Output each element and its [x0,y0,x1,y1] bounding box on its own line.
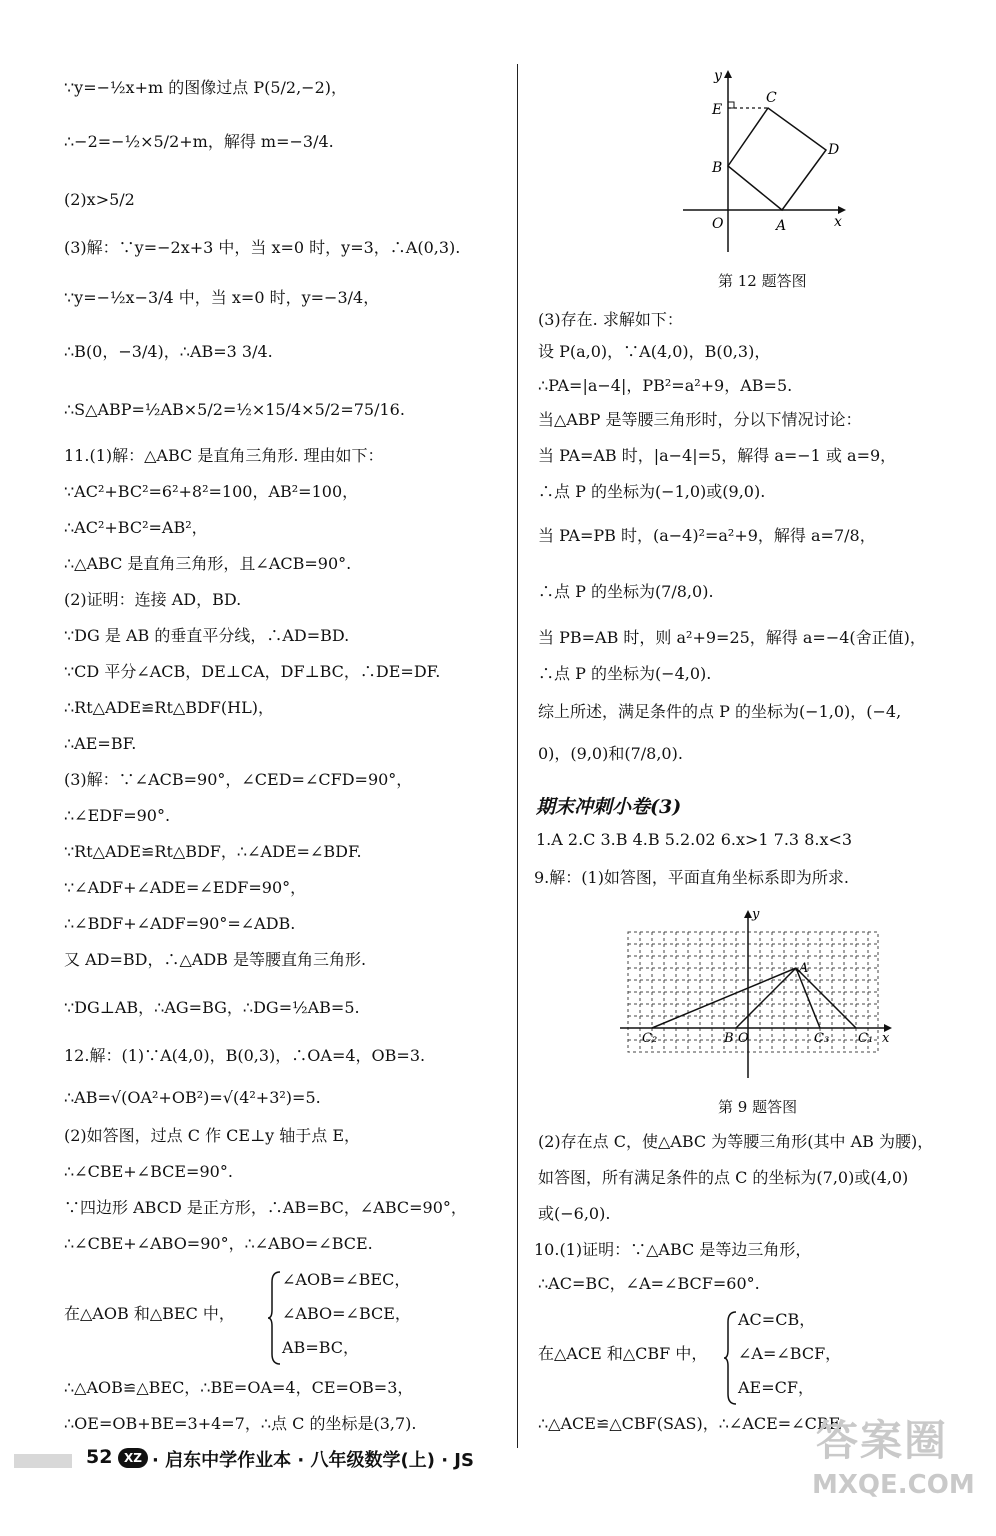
column-divider [517,64,518,1448]
right-line: ∴AC=BC，∠A=∠BCF=60°. [538,1274,760,1293]
left-line: ∵CD 平分∠ACB，DE⊥CA，DF⊥BC，∴DE=DF. [64,662,441,681]
left-line: ∴AE=BF. [64,734,137,753]
left-line: ∴OE=OB+BE=3+4=7，∴点 C 的坐标是(3,7). [64,1414,417,1433]
brace-line: ∠AOB=∠BEC， [282,1270,411,1289]
left-line: (3)解：∵∠ACB=90°，∠CED=∠CFD=90°， [64,770,413,789]
right-line: (3)存在. 求解如下： [538,310,683,329]
fig12-label-d: D [828,142,840,158]
left-line: 又 AD=BD，∴△ADB 是等腰直角三角形. [64,950,367,969]
brace-line: AC=CB， [738,1310,816,1329]
left-line: ∵四边形 ABCD 是正方形，∴AB=BC，∠ABC=90°， [64,1198,467,1217]
left-line: ∴∠CBE+∠ABO=90°，∴∠ABO=∠BCE. [64,1234,373,1253]
right-brace [724,1310,738,1406]
fig12-label-b: B [712,160,723,176]
left-brace [268,1270,282,1366]
brace-line: AE=CF， [738,1378,814,1397]
left-line: ∴−2=−½×5/2+m，解得 m=−3/4. [64,132,334,151]
right-line: ∴点 P 的坐标为(−1,0)或(9,0). [538,482,766,501]
right-line: 或(−6,0). [538,1204,611,1223]
fig9-label-c2: C₂ [642,1031,658,1046]
left-line: ∴AB=√(OA²+OB²)=√(4²+3²)=5. [64,1088,321,1107]
watermark [808,1408,976,1518]
fig9-label-y: y [752,907,760,922]
brace-line: AB=BC， [282,1338,360,1357]
fig9-label-o: O [738,1031,749,1046]
right-line: 当 PA=PB 时，(a−4)²=a²+9，解得 a=7/8， [538,526,876,545]
right-line: ∴△ACE≌△CBF(SAS)，∴∠ACE=∠CBF. [538,1414,843,1433]
left-line: ∵AC²+BC²=6²+8²=100，AB²=100， [64,482,359,501]
left-line: (3)解：∵y=−2x+3 中，当 x=0 时，y=3，∴A(0,3). [64,238,461,257]
fig12-label-c: C [766,90,777,106]
left-line: ∴∠CBE+∠BCE=90°. [64,1162,233,1181]
watermark-url: MXQE.COM [812,1470,975,1500]
right-line: (2)存在点 C，使△ABC 为等腰三角形(其中 AB 为腰)， [538,1132,934,1151]
square-abcd [728,108,826,210]
left-line: 11.(1)解：△ABC 是直角三角形. 理由如下： [64,446,384,465]
left-line: 12.解：(1)∵A(4,0)，B(0,3)，∴OA=4，OB=3. [64,1046,426,1065]
fig12-label-y: y [714,68,722,84]
right-line: 0)，(9,0)和(7/8,0). [538,744,683,763]
left-line: ∵Rt△ADE≌Rt△BDF，∴∠ADE=∠BDF. [64,842,362,861]
left-line: (2)证明：连接 AD，BD. [64,590,242,609]
right-line: 当 PA=AB 时，|a−4|=5，解得 a=−1 或 a=9， [538,446,897,465]
right-line: 综上所述，满足条件的点 P 的坐标为(−1,0)，(−4, [538,702,902,721]
book-title: · 启东中学作业本 · 八年级数学(上) · JS [152,1450,474,1471]
right-line: ∴点 P 的坐标为(−4,0). [538,664,712,683]
fig9-label-c1: C₁ [858,1031,874,1046]
left-line: ∴∠EDF=90°. [64,806,171,825]
left-line: ∴∠BDF+∠ADF=90°=∠ADB. [64,914,296,933]
fig9-label-b: B [724,1031,734,1046]
left-line: ∴Rt△ADE≌Rt△BDF(HL)， [64,698,274,717]
brace-line: ∠A=∠BCF， [738,1344,842,1363]
left-line: (2)如答图，过点 C 作 CE⊥y 轴于点 E， [64,1126,361,1145]
left-line: ∵y=−½x−3/4 中，当 x=0 时，y=−3/4， [64,288,380,307]
footer-bar [14,1454,72,1468]
watermark-text: 答案圈 [816,1416,949,1465]
fig9-label-x: x [882,1031,890,1046]
left-line: ∵y=−½x+m 的图像过点 P(5/2,−2)， [64,78,347,97]
fig9-label-c3: C₃ [814,1031,830,1046]
right-line: 在△ACE 和△CBF 中， [538,1344,708,1363]
left-line: (2)x>5/2 [64,190,135,209]
right-line: 当△ABP 是等腰三角形时，分以下情况讨论： [538,410,862,429]
right-line: 9.解：(1)如答图，平面直角坐标系即为所求. [534,868,850,887]
left-line: ∵DG⊥AB，∴AG=BG，∴DG=½AB=5. [64,998,360,1017]
right-line: 1.A 2.C 3.B 4.B 5.2.02 6.x>1 7.3 8.x<3 [536,830,853,849]
left-line: ∵DG 是 AB 的垂直平分线，∴AD=BD. [64,626,350,645]
figure-12 [678,66,848,254]
fig12-label-o: O [712,216,724,232]
left-line: ∴△ABC 是直角三角形，且∠ACB=90°. [64,554,352,573]
figure-9 [618,904,898,1080]
brace-line: ∠ABO=∠BCE， [282,1304,411,1323]
left-line: ∴S△ABP=½AB×5/2=½×15/4×5/2=75/16. [64,400,405,419]
right-line: 当 PB=AB 时，则 a²+9=25，解得 a=−4(舍正值)， [538,628,926,647]
right-line: ∴PA=|a−4|，PB²=a²+9，AB=5. [538,376,793,395]
page-number: 52 [86,1446,113,1468]
left-line: ∴AC²+BC²=AB²， [64,518,208,537]
right-line: ∴点 P 的坐标为(7/8,0). [538,582,714,601]
section-title: 期末冲刺小卷(3) [536,796,682,818]
right-line: 10.(1)证明：∵△ABC 是等边三角形， [534,1240,812,1259]
right-line: 设 P(a,0)，∵A(4,0)，B(0,3)， [538,342,771,361]
publisher-logo: XZ [118,1448,148,1468]
fig12-label-e: E [712,102,723,118]
fig12-label-x: x [834,214,842,230]
figure-12-caption: 第 12 题答图 [718,272,807,290]
left-line: ∴B(0，−3/4)，∴AB=3 3/4. [64,342,273,361]
figure-9-caption: 第 9 题答图 [718,1098,798,1116]
right-line: 如答图，所有满足条件的点 C 的坐标为(7,0)或(4,0) [538,1168,909,1187]
fig9-label-a: A [799,961,809,976]
left-line: ∴△AOB≌△BEC，∴BE=OA=4，CE=OB=3， [64,1378,414,1397]
left-line: 在△AOB 和△BEC 中， [64,1304,235,1323]
fig12-label-a: A [776,218,787,234]
left-line: ∵∠ADF+∠ADE=∠EDF=90°， [64,878,307,897]
